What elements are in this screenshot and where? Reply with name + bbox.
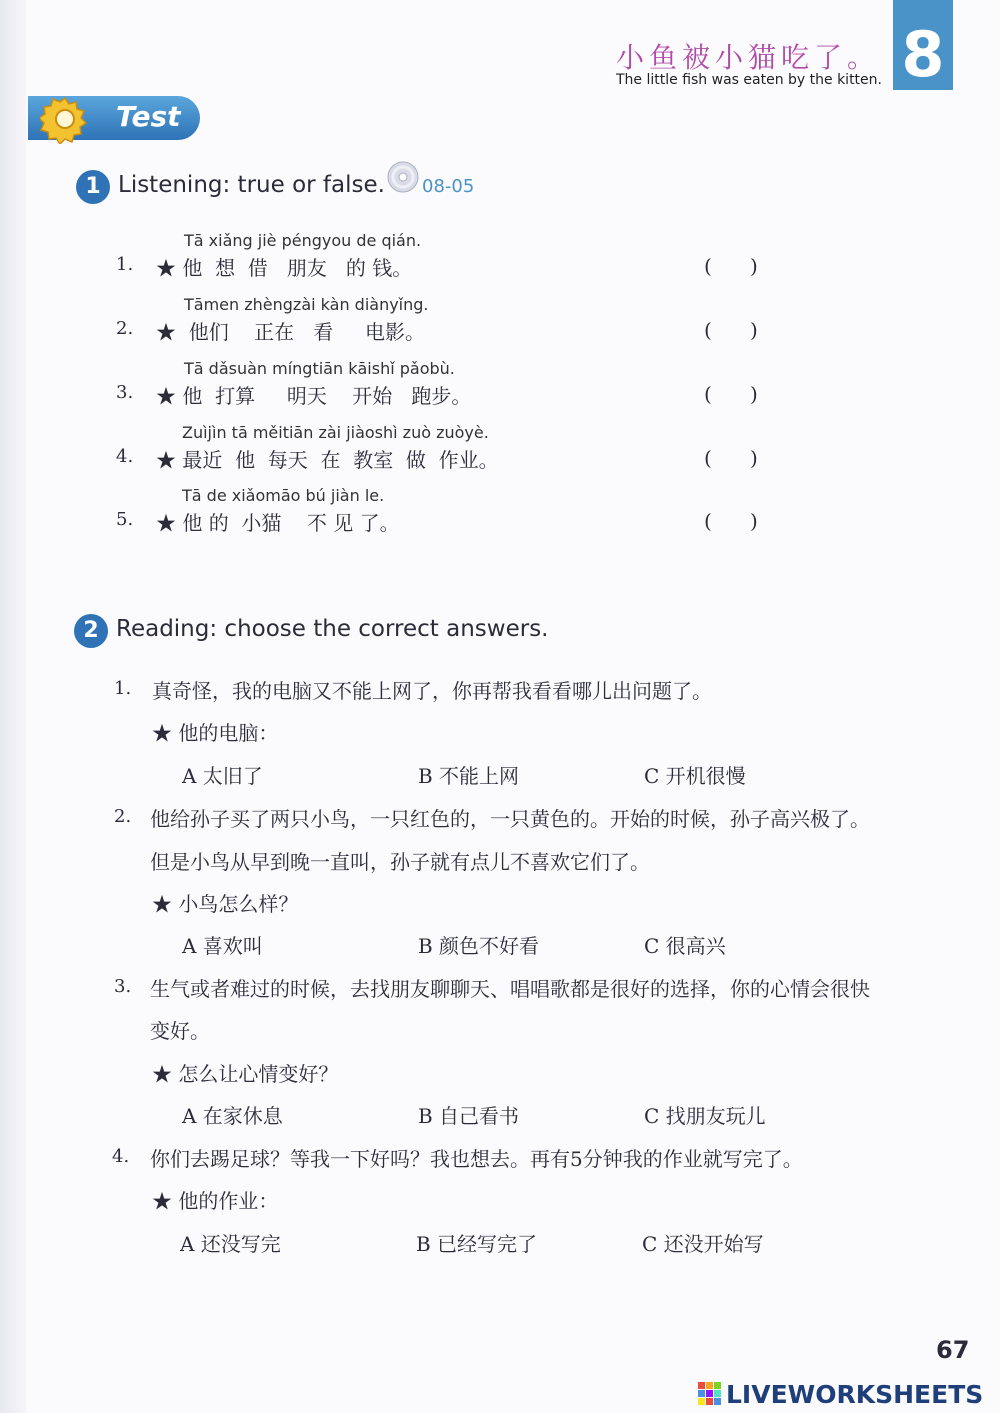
page-number: 67 [936, 1336, 970, 1364]
pinyin-line: Tā xiǎng jiè péngyou de qián. [184, 231, 422, 250]
question-number: 4. [112, 1146, 130, 1167]
unit-number-badge: 8 [893, 0, 953, 90]
pinyin-line: Tā de xiǎomāo bú jiàn le. [182, 486, 385, 505]
question-prompt: ★ 他的电脑： [152, 721, 279, 745]
answer-blank[interactable]: ( ) [704, 254, 758, 278]
passage-line: 但是小鸟从早到晚一直叫，孙子就有点儿不喜欢它们了。 [150, 850, 650, 874]
question-prompt: ★ 怎么让心情变好？ [152, 1062, 339, 1086]
hanzi-sentence: ★ 他们 正在 看 电影。 [156, 320, 426, 344]
answer-blank[interactable]: ( ) [704, 509, 758, 533]
item-number: 3. [116, 382, 134, 403]
hanzi-sentence: ★ 他 的 小猫 不 见 了。 [156, 511, 400, 535]
item-number: 5. [116, 509, 134, 530]
hanzi-sentence: ★ 他 打算 明天 开始 跑步。 [156, 384, 472, 408]
answer-blank[interactable]: ( ) [704, 382, 758, 406]
option-a[interactable]: A 在家休息 [182, 1104, 283, 1128]
passage-line: 生气或者难过的时候，去找朋友聊聊天、唱唱歌都是很好的选择，你的心情会很快 [150, 977, 870, 1001]
option-b[interactable]: B 不能上网 [418, 764, 520, 788]
question-number: 1. [114, 678, 132, 699]
option-a[interactable]: A 太旧了 [182, 764, 263, 788]
passage-line: 变好。 [150, 1019, 210, 1043]
option-a[interactable]: A 喜欢叫 [182, 934, 263, 958]
item-number: 2. [116, 318, 134, 339]
question-number: 2. [114, 806, 132, 827]
option-c[interactable]: C 很高兴 [644, 934, 726, 958]
question-prompt: ★ 他的作业： [152, 1189, 279, 1213]
audio-cd-icon[interactable] [386, 160, 420, 194]
brand-wordmark[interactable]: LIVEWORKSHEETS [726, 1380, 984, 1409]
passage-line: 你们去踢足球？等我一下好吗？我也想去。再有5分钟我的作业就写完了。 [150, 1147, 803, 1171]
passage-line: 真奇怪，我的电脑又不能上网了，你再帮我看看哪儿出问题了。 [152, 679, 712, 703]
passage-line: 他给孙子买了两只小鸟，一只红色的，一只黄色的。开始的时候，孙子高兴极了。 [150, 807, 870, 831]
question-number: 3. [114, 976, 132, 997]
option-a[interactable]: A 还没写完 [180, 1232, 281, 1256]
item-number: 4. [116, 446, 134, 467]
answer-blank[interactable]: ( ) [704, 446, 758, 470]
question-prompt: ★ 小鸟怎么样？ [152, 892, 299, 916]
gear-icon [40, 94, 90, 144]
pinyin-line: Tāmen zhèngzài kàn diànyǐng. [184, 295, 429, 314]
pinyin-line: Tā dǎsuàn míngtiān kāishǐ pǎobù. [184, 359, 455, 378]
liveworksheets-logo-icon [698, 1382, 722, 1406]
pinyin-line: Zuìjìn tā měitiān zài jiàoshì zuò zuòyè. [182, 423, 489, 442]
option-b[interactable]: B 颜色不好看 [418, 934, 540, 958]
page-spine-shadow [0, 0, 26, 1413]
option-c[interactable]: C 找朋友玩儿 [644, 1104, 766, 1128]
option-c[interactable]: C 开机很慢 [644, 764, 746, 788]
section-2-number: 2 [74, 614, 108, 648]
option-b[interactable]: B 已经写完了 [416, 1232, 538, 1256]
section-1-title: Listening: true or false. [118, 172, 385, 198]
item-number: 1. [116, 254, 134, 275]
section-1-number: 1 [76, 170, 110, 204]
audio-track-number: 08-05 [422, 176, 475, 197]
test-label: Test [116, 100, 181, 133]
option-c[interactable]: C 还没开始写 [642, 1232, 764, 1256]
lesson-title-chinese: 小鱼被小猫吃了。 [615, 41, 880, 74]
hanzi-sentence: ★ 最近 他 每天 在 教室 做 作业。 [156, 448, 499, 472]
hanzi-sentence: ★ 他 想 借 朋友 的 钱。 [156, 256, 413, 280]
section-2-title: Reading: choose the correct answers. [116, 616, 549, 642]
lesson-title-english: The little fish was eaten by the kitten. [616, 72, 882, 88]
option-b[interactable]: B 自己看书 [418, 1104, 520, 1128]
answer-blank[interactable]: ( ) [704, 318, 758, 342]
